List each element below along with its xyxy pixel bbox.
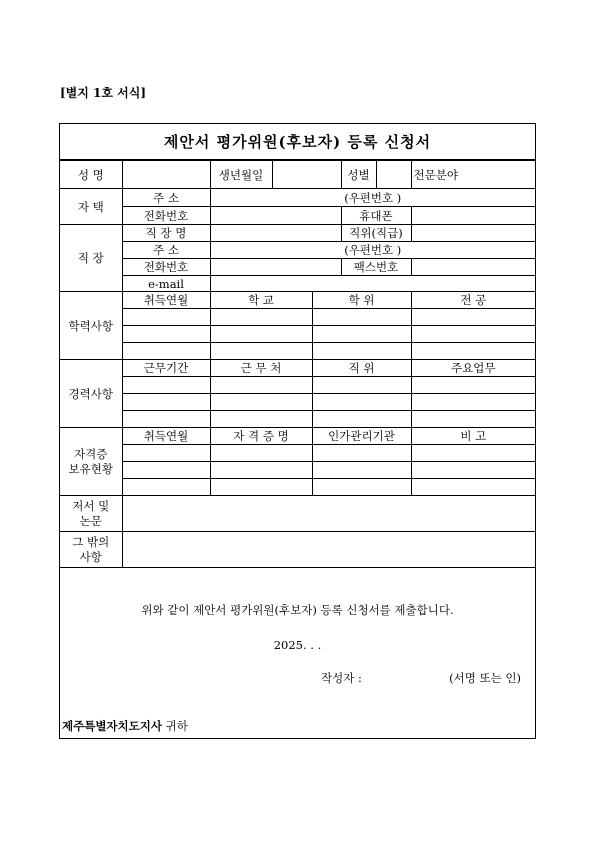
work-phone-row bbox=[60, 259, 535, 276]
license-header-line2: 보유현황 bbox=[68, 461, 113, 476]
education-cell[interactable] bbox=[122, 343, 210, 360]
license-header bbox=[60, 428, 122, 496]
education-cell[interactable] bbox=[210, 309, 312, 326]
form-title: 제안서 평가위원(후보자) 등록 신청서 bbox=[60, 124, 535, 160]
etc-header-line2: 사항 bbox=[79, 549, 102, 564]
declaration-statement: 위와 같이 제안서 평가위원(후보자) 등록 신청서를 제출합니다. bbox=[141, 603, 454, 617]
declaration-date: 2025. . . bbox=[273, 638, 322, 652]
license-cell[interactable] bbox=[210, 462, 312, 479]
license-cell[interactable] bbox=[312, 445, 411, 462]
career-cell[interactable] bbox=[312, 394, 411, 411]
license-cell[interactable] bbox=[210, 479, 312, 496]
career-cell[interactable] bbox=[411, 394, 535, 411]
email-row bbox=[60, 276, 535, 292]
education-cell[interactable] bbox=[411, 343, 535, 360]
home-address-label-text: 주 소 bbox=[153, 190, 179, 205]
education-header: 학력사항 bbox=[60, 292, 122, 360]
form-table bbox=[60, 160, 535, 568]
license-cell[interactable] bbox=[122, 445, 210, 462]
writer-label: 작성자 : bbox=[320, 671, 362, 685]
field-label-cell[interactable] bbox=[411, 161, 535, 189]
license-cell[interactable] bbox=[411, 479, 535, 496]
basic-info-row bbox=[60, 161, 535, 189]
work-address-field[interactable] bbox=[210, 242, 535, 259]
home-address-field[interactable] bbox=[210, 189, 535, 207]
name-field[interactable] bbox=[122, 161, 210, 189]
birth-label: 생년월일 bbox=[210, 161, 272, 189]
mobile-field[interactable] bbox=[411, 207, 535, 225]
career-cell[interactable] bbox=[312, 411, 411, 428]
education-cell[interactable] bbox=[312, 343, 411, 360]
table-row bbox=[60, 462, 535, 479]
form-number-label: [별지 1호 서식] bbox=[60, 86, 147, 100]
email-label: e-mail bbox=[122, 276, 210, 292]
education-cell[interactable] bbox=[122, 326, 210, 343]
application-form bbox=[59, 123, 536, 739]
table-row bbox=[60, 343, 535, 360]
education-cell[interactable] bbox=[411, 326, 535, 343]
home-phone-field[interactable] bbox=[210, 207, 341, 225]
field-label: 전문분야 bbox=[413, 167, 458, 182]
license-col-agency: 인가관리기관 bbox=[312, 428, 411, 445]
work-postal-text: (우편번호 ) bbox=[344, 243, 402, 257]
education-col-date: 취득연월 bbox=[122, 292, 210, 309]
etc-field[interactable] bbox=[122, 532, 535, 568]
company-label: 직 장 명 bbox=[122, 225, 210, 242]
etc-header-line1: 그 밖의 bbox=[72, 534, 110, 549]
work-phone-label: 전화번호 bbox=[122, 259, 210, 276]
career-header: 경력사항 bbox=[60, 360, 122, 428]
papers-field[interactable] bbox=[122, 496, 535, 532]
education-cell[interactable] bbox=[210, 343, 312, 360]
table-row bbox=[60, 394, 535, 411]
work-phone-field[interactable] bbox=[210, 259, 341, 276]
career-col-position: 직 위 bbox=[312, 360, 411, 377]
home-phone-row bbox=[60, 207, 535, 225]
career-cell[interactable] bbox=[122, 377, 210, 394]
name-label: 성 명 bbox=[60, 161, 122, 189]
license-cell[interactable] bbox=[122, 462, 210, 479]
recipient-name: 제주특별자치도지사 bbox=[62, 719, 162, 733]
home-phone-label: 전화번호 bbox=[122, 207, 210, 225]
education-header-row bbox=[60, 292, 535, 309]
gender-field[interactable] bbox=[376, 161, 411, 189]
license-header-line1: 자격증 bbox=[74, 446, 108, 461]
table-row bbox=[60, 445, 535, 462]
license-cell[interactable] bbox=[312, 462, 411, 479]
etc-header bbox=[60, 532, 122, 568]
birth-field[interactable] bbox=[272, 161, 341, 189]
home-address-row bbox=[60, 189, 535, 207]
etc-row bbox=[60, 532, 535, 568]
education-cell[interactable] bbox=[210, 326, 312, 343]
work-header: 직 장 bbox=[60, 225, 122, 292]
work-address-row bbox=[60, 242, 535, 259]
signature-line bbox=[315, 670, 521, 686]
gender-label: 성별 bbox=[341, 161, 376, 189]
license-cell[interactable] bbox=[411, 445, 535, 462]
career-col-duty: 주요업무 bbox=[411, 360, 535, 377]
career-col-workplace: 근 무 처 bbox=[210, 360, 312, 377]
papers-header bbox=[60, 496, 122, 532]
table-row bbox=[60, 309, 535, 326]
career-cell[interactable] bbox=[312, 377, 411, 394]
table-row bbox=[60, 479, 535, 496]
work-address-label: 주 소 bbox=[122, 242, 210, 259]
papers-header-line2: 논문 bbox=[79, 513, 102, 528]
career-cell[interactable] bbox=[122, 394, 210, 411]
license-header-row bbox=[60, 428, 535, 445]
education-col-degree: 학 위 bbox=[312, 292, 411, 309]
papers-row bbox=[60, 496, 535, 532]
fax-field[interactable] bbox=[411, 259, 535, 276]
license-col-note: 비 고 bbox=[411, 428, 535, 445]
license-cell[interactable] bbox=[411, 462, 535, 479]
education-cell[interactable] bbox=[122, 309, 210, 326]
table-row bbox=[60, 411, 535, 428]
career-cell[interactable] bbox=[122, 411, 210, 428]
position-label: 직위(직급) bbox=[341, 225, 411, 242]
home-address-label bbox=[122, 189, 210, 207]
career-cell[interactable] bbox=[210, 394, 312, 411]
table-row bbox=[60, 377, 535, 394]
education-cell[interactable] bbox=[312, 309, 411, 326]
license-col-name: 자 격 증 명 bbox=[210, 428, 312, 445]
career-header-row bbox=[60, 360, 535, 377]
career-cell[interactable] bbox=[210, 411, 312, 428]
license-cell[interactable] bbox=[122, 479, 210, 496]
career-cell[interactable] bbox=[411, 377, 535, 394]
education-col-major: 전 공 bbox=[411, 292, 535, 309]
home-header: 자 택 bbox=[60, 189, 122, 225]
company-field[interactable] bbox=[210, 225, 341, 242]
career-cell[interactable] bbox=[411, 411, 535, 428]
position-field[interactable] bbox=[411, 225, 535, 242]
email-field[interactable] bbox=[210, 276, 535, 292]
education-col-school: 학 교 bbox=[210, 292, 312, 309]
recipient-suffix: 귀하 bbox=[165, 719, 188, 733]
education-cell[interactable] bbox=[411, 309, 535, 326]
home-postal-text: (우편번호 ) bbox=[344, 190, 402, 205]
career-col-period: 근무기간 bbox=[122, 360, 210, 377]
license-cell[interactable] bbox=[312, 479, 411, 496]
recipient-line bbox=[62, 718, 188, 734]
fax-label: 팩스번호 bbox=[341, 259, 411, 276]
table-row bbox=[60, 326, 535, 343]
declaration-section bbox=[60, 594, 535, 738]
papers-header-line1: 저서 및 bbox=[72, 498, 110, 513]
work-company-row bbox=[60, 225, 535, 242]
career-cell[interactable] bbox=[210, 377, 312, 394]
sign-note: (서명 또는 인) bbox=[449, 671, 521, 685]
license-col-date: 취득연월 bbox=[122, 428, 210, 445]
license-cell[interactable] bbox=[210, 445, 312, 462]
mobile-label: 휴대폰 bbox=[341, 207, 411, 225]
education-cell[interactable] bbox=[312, 326, 411, 343]
